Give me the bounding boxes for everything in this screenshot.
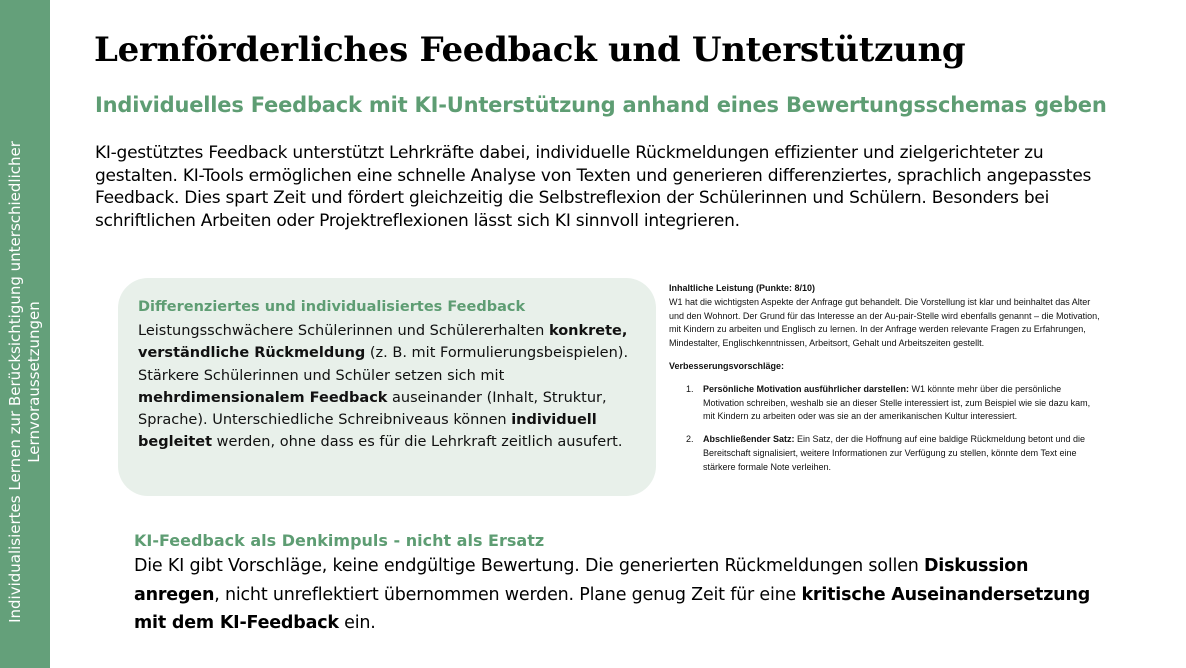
card-bold-3: individuell begleitet [138, 412, 597, 451]
card-body [138, 320, 642, 454]
sample-heading-suggestions: Verbesserungsvorschläge: [669, 360, 785, 371]
suggestion-label: Persönliche Motivation ausführlicher darstellen: [703, 383, 910, 394]
intro-paragraph: KI-gestütztes Feedback unterstützt Lehrkräfte dabei, individuelle Rückmeldungen effizienter und zielgerichteter zu gestalten. KI-Tools ermöglichen eine schnelle Analyse von Texten und generieren differenziertes, sprachlich angepasstes Feedback. Dies spart Zeit und fördert gleichzeitig die Selbstreflexion der Schülerinnen und Schülern. Besonders bei schriftlichen Arbeiten oder Projektreflexionen lässt sich KI sinnvoll integrieren. [95, 143, 1092, 231]
suggestion-number: 2. [686, 434, 694, 445]
suggestion-item [686, 433, 1101, 474]
sidebar-label-line-1: Individualisiertes Lernen zur Berücksichtigung unterschiedlicher [6, 141, 24, 623]
takeaway-bold-1: Diskussion anregen [134, 556, 1029, 605]
card-text-3: auseinander (Inhalt, Struktur, Sprache). Unterschiedliche Schreibniveaus können [138, 389, 607, 429]
suggestion-text: W1 könnte mehr über die persönliche Motivation schreiben, weshalb sie an dieser Stelle interessiert ist, zum Beispiel wie sie dazu kam, mit Kindern zu arbeiten oder was sie an der amerikanischen Kultur interessiert. [703, 383, 1091, 422]
sample-paragraph: W1 hat die wichtigsten Aspekte der Anfrage gut behandelt. Die Vorstellung ist klar und beinhaltet das Alter und den Wohnort. Der Grund für das Interesse an der Au-pair-Stelle wird ebenfalls genannt – die Motivation, mit Kindern zu arbeiten und Englisch zu lernen. In der Anfrage werden relevante Fragen zu Erfahrungen, Mindestalter, Englischkenntnissen, Arbeitsort, Gehalt und Arbeitszeiten gestellt. [669, 296, 1100, 349]
takeaway-text-1: Die KI gibt Vorschläge, keine endgültige Bewertung. Die generierten Rückmeldungen sollen [134, 556, 924, 576]
card-bold-2: mehrdimensionalem Feedback [138, 389, 388, 406]
suggestion-number: 1. [686, 383, 694, 394]
takeaway-text-3: ein. [338, 613, 376, 633]
takeaway-section [134, 530, 1114, 638]
takeaway-heading: KI-Feedback als Denkimpuls - nicht als Ersatz [134, 531, 545, 550]
suggestion-text: Ein Satz, der die Hoffnung auf eine baldige Rückmeldung betont und die Bereitschaft signalisiert, weitere Informationen zur Verfügung zu stellen, könnte dem Text eine stärkere formale Note verleihen. [703, 434, 1086, 472]
card-bold-1: konkrete, verständliche Rückmeldung [138, 323, 628, 362]
takeaway-text-2: , nicht unreflektiert übernommen werden. Plane genug Zeit für eine [214, 584, 802, 605]
takeaway-bold-2: kritische Auseinandersetzung mit dem KI-Feedback [134, 584, 1091, 633]
card-text-4: werden, ohne dass es für die Lehrkraft zeitlich ausufert. [212, 434, 623, 451]
card-text-2: (z. B. mit Formulierungsbeispielen). Stärkere Schülerinnen und Schüler setzen sich mit [138, 345, 629, 384]
suggestion-list [686, 383, 1101, 475]
sidebar-section-label [6, 102, 44, 662]
ai-feedback-sample [669, 282, 1101, 484]
takeaway-body [134, 552, 1114, 638]
card-heading: Differenziertes und individualisiertes Feedback [138, 299, 526, 315]
suggestion-item [686, 383, 1101, 424]
slide-subtitle: Individuelles Feedback mit KI-Unterstützung anhand eines Bewertungsschemas geben [95, 93, 1107, 117]
feedback-info-card [118, 278, 656, 496]
card-text-1: Leistungsschwächere Schülerinnen und Schülererhalten [138, 323, 549, 339]
suggestion-label: Abschließender Satz: [703, 434, 795, 445]
sidebar-label-line-2: Lernvoraussetzungen [25, 301, 43, 463]
slide-title: Lernförderliches Feedback und Unterstützung [94, 30, 966, 70]
sidebar-band [0, 0, 50, 668]
sample-heading-score: Inhaltliche Leistung (Punkte: 8/10) [669, 283, 816, 293]
